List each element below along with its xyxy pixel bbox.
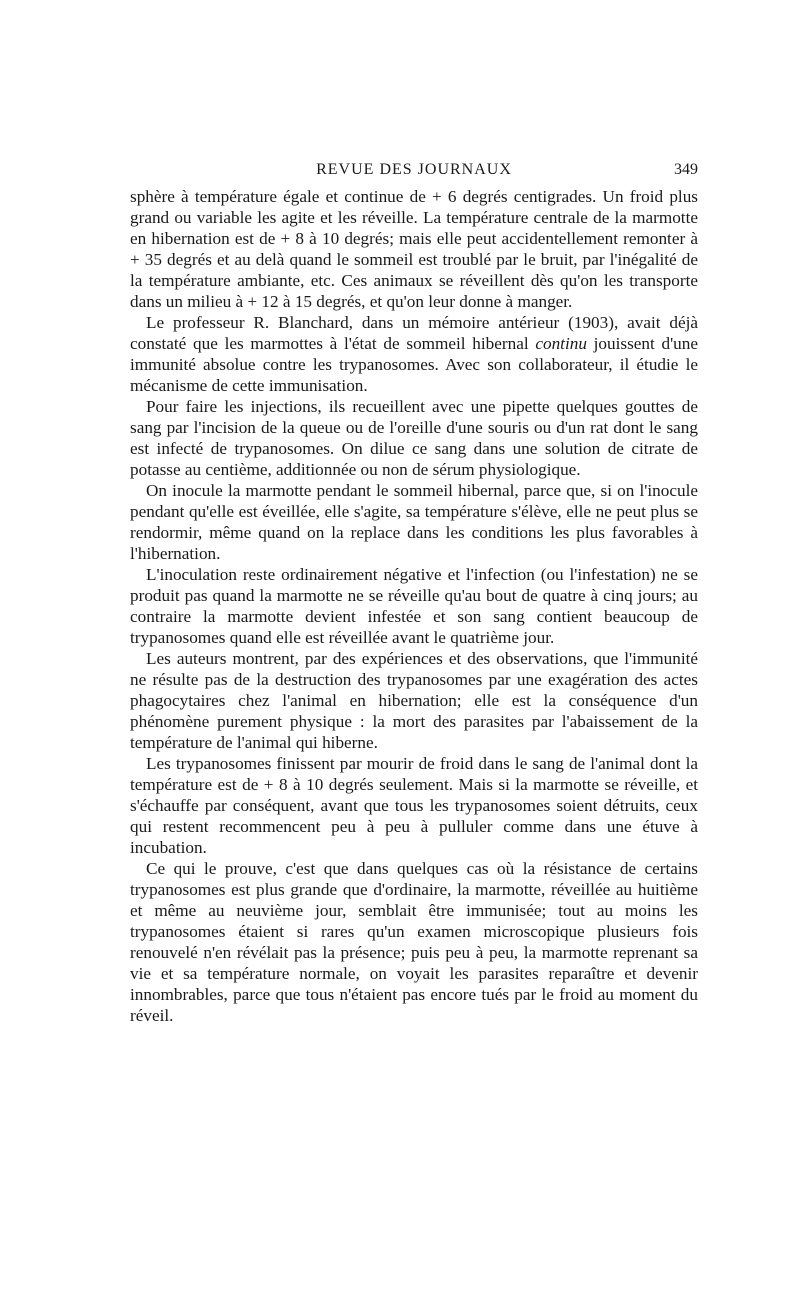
page-number: 349 <box>674 161 698 178</box>
paragraph-5: L'inoculation reste ordinairement négative et l'infection (ou l'infestation) ne se produit pas quand la marmotte ne se réveille qu'au bout de quatre à cinq jours; au contraire la marmotte devient infestée et son sang contient beaucoup de trypanosomes quand elle est réveillée avant le quatrième jour. <box>130 565 698 647</box>
article-body <box>130 186 698 1026</box>
paragraph-4: On inocule la marmotte pendant le sommeil hibernal, parce que, si on l'inocule pendant qu'elle est éveillée, elle s'agite, sa température s'élève, elle ne peut plus se rendormir, même quand on la replace dans les conditions les plus favorables à l'hibernation. <box>130 481 698 563</box>
paragraph-2 <box>130 312 698 396</box>
paragraph-8: Ce qui le prouve, c'est que dans quelques cas où la résistance de certains trypanosomes est plus grande que d'ordinaire, la marmotte, réveillée au huitième et même au neuvième jour, semblait être immunisée; tout au moins les trypanosomes étaient si rares qu'un examen microscopique plusieurs fois renouvelé n'en révélait pas la présence; puis peu à peu, la marmotte reprenant sa vie et sa température normale, on voyait les parasites reparaître et devenir innombrables, parce que tous n'étaient pas encore tués par le froid au moment du réveil. <box>130 859 698 1025</box>
paragraph-1: sphère à température égale et continue de + 6 degrés centigrades. Un froid plus grand ou variable les agite et les réveille. La température centrale de la marmotte en hibernation est de + 8 à 10 degrés; mais elle peut accidentellement remonter à + 35 degrés et au delà quand le sommeil est troublé par le bruit, par l'inégalité de la température ambiante, etc. Ces animaux se réveillent dès qu'on les transporte dans un milieu à + 12 à 15 degrés, et qu'on leur donne à manger. <box>130 187 698 311</box>
paragraph-2-text-before: Le professeur R. Blanchard, dans un mémoire antérieur (1903), avait déjà constaté que les marmottes à l'état de sommeil hibernal <box>130 313 698 353</box>
paragraph-3: Pour faire les injections, ils recueillent avec une pipette quelques gouttes de sang par l'incision de la queue ou de l'oreille d'une souris ou d'un rat dont le sang est infecté de trypanosomes. On dilue ce sang dans une solution de citrate de potasse au centième, additionnée ou non de sérum physiologique. <box>130 397 698 479</box>
paragraph-2-text-after: jouissent d'une immunité absolue contre les trypanosomes. Avec son collaborateur, il étudie le mécanisme de cette immunisation. <box>130 334 698 395</box>
paragraph-2-emphasis: continu <box>535 334 587 353</box>
running-head <box>130 157 698 183</box>
paragraph-6: Les auteurs montrent, par des expériences et des observations, que l'immunité ne résulte pas de la destruction des trypanosomes par une exagération des actes phagocytaires chez l'animal en hibernation; elle est la conséquence d'un phénomène purement physique : la mort des parasites par l'abaissement de la température de l'animal qui hiberne. <box>130 649 698 752</box>
paragraph-7: Les trypanosomes finissent par mourir de froid dans le sang de l'animal dont la température est de + 8 à 10 degrés seulement. Mais si la marmotte se réveille, et s'échauffe par conséquent, avant que tous les trypanosomes soient détruits, ceux qui restent recommencent peu à peu à pulluler comme dans une étuve à incubation. <box>130 754 698 857</box>
running-title: REVUE DES JOURNAUX <box>316 161 512 178</box>
